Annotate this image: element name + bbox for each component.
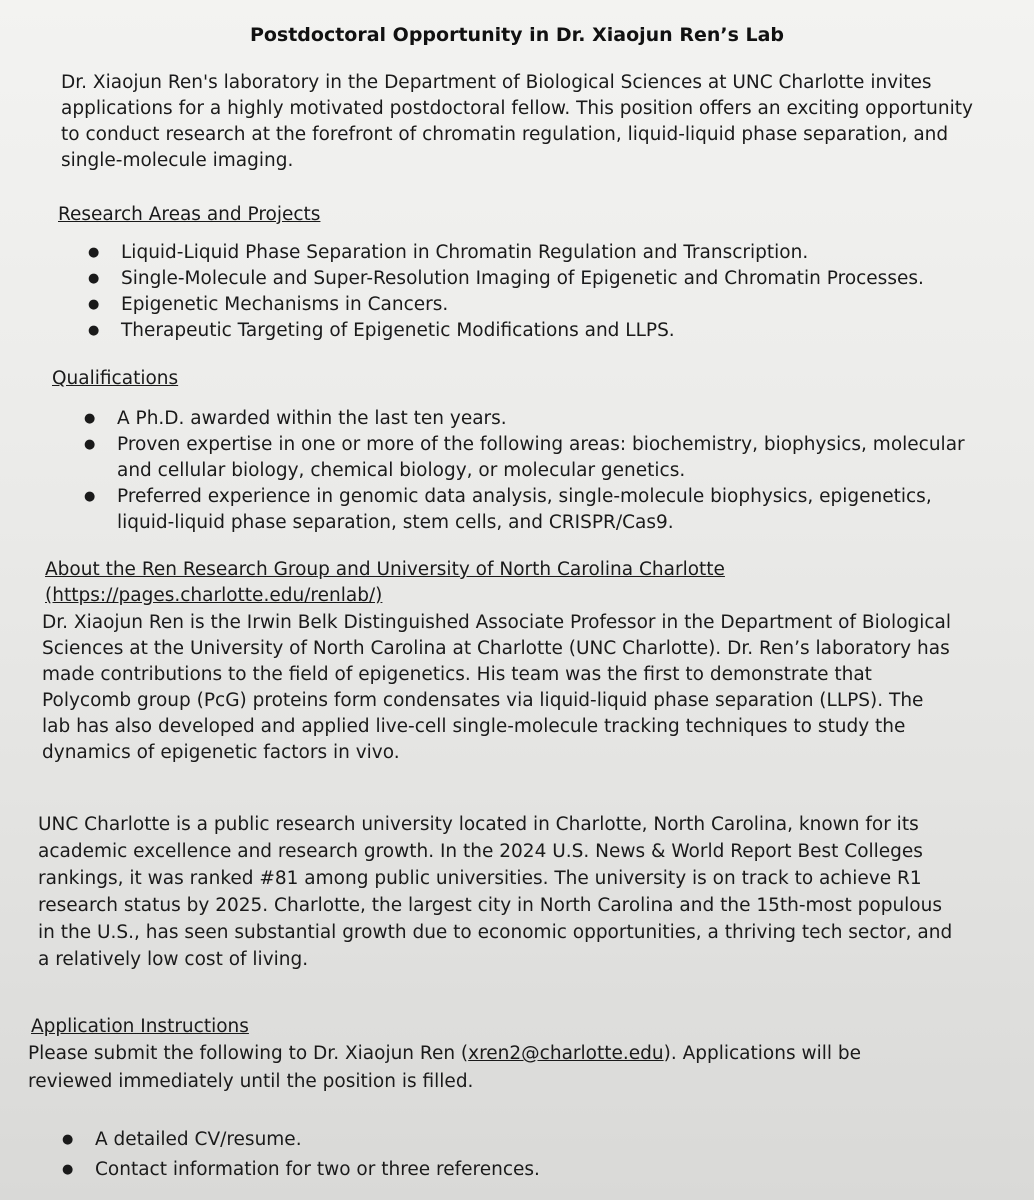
list-item [84, 484, 965, 536]
unc-line: research status by 2025. Charlotte, the largest city in North Carolina and the 15th-most populous [38, 895, 942, 916]
application-paragraph [28, 1040, 861, 1096]
list-item-line: ● Proven expertise in one or more of the following areas: biochemistry, biophysics, molecular [117, 434, 965, 455]
list-item [84, 406, 965, 432]
about-line: lab has also developed and applied live-cell single-molecule tracking techniques to study the [42, 716, 906, 737]
about-paragraph [42, 610, 951, 766]
intro-line: Dr. Xiaojun Ren's laboratory in the Department of Biological Sciences at UNC Charlotte invites [61, 72, 932, 93]
qualifications-heading: Qualifications [52, 368, 179, 389]
application-line [28, 1040, 861, 1068]
about-line: Dr. Xiaojun Ren is the Irwin Belk Distinguished Associate Professor in the Department of Biological [42, 612, 952, 633]
intro-paragraph [61, 70, 973, 174]
list-item [84, 432, 965, 484]
about-line: Sciences at the University of North Carolina at Charlotte (UNC Charlotte). Dr. Ren’s laboratory has [42, 638, 950, 659]
unc-line: academic excellence and research growth. In the 2024 U.S. News & World Report Best Colleges [38, 841, 923, 862]
list-item-line: liquid-liquid phase separation, stem cells, and CRISPR/Cas9. [117, 512, 674, 533]
list-item: ● Liquid-Liquid Phase Separation in Chromatin Regulation and Transcription. [88, 240, 924, 266]
unc-paragraph [38, 811, 952, 973]
lab-website-link[interactable]: (https://pages.charlotte.edu/renlab/) [45, 585, 383, 606]
about-line: dynamics of epigenetic factors in vivo. [42, 742, 400, 763]
application-line: reviewed immediately until the position is filled. [28, 1071, 474, 1092]
unc-line: rankings, it was ranked #81 among public universities. The university is on track to achieve R1 [38, 868, 922, 889]
about-line: made contributions to the field of epigenetics. His team was the first to demonstrate that [42, 664, 872, 685]
list-item: ● Contact information for two or three references. [62, 1155, 540, 1185]
email-link[interactable]: xren2@charlotte.edu [468, 1043, 664, 1064]
unc-line: a relatively low cost of living. [38, 949, 309, 970]
about-line: Polycomb group (PcG) proteins form condensates via liquid-liquid phase separation (LLPS). The [42, 690, 924, 711]
qualifications-list [84, 406, 965, 536]
list-item: ● Therapeutic Targeting of Epigenetic Modifications and LLPS. [88, 318, 924, 344]
application-text: Please submit the following to Dr. Xiaojun Ren ( [28, 1043, 469, 1064]
page-title: Postdoctoral Opportunity in Dr. Xiaojun Ren’s Lab [249, 24, 785, 46]
application-text: ). Applications will be [663, 1043, 862, 1064]
intro-line: applications for a highly motivated postdoctoral fellow. This position offers an exciting opportunity [61, 98, 973, 119]
list-item: ● Epigenetic Mechanisms in Cancers. [88, 292, 924, 318]
application-heading: Application Instructions [31, 1016, 249, 1037]
intro-line: single-molecule imaging. [61, 150, 294, 171]
research-list [88, 240, 924, 344]
list-item: ● Single-Molecule and Super-Resolution Imaging of Epigenetic and Chromatin Processes. [88, 266, 924, 292]
list-item: ● A detailed CV/resume. [62, 1125, 540, 1155]
unc-line: in the U.S., has seen substantial growth due to economic opportunities, a thriving tech sector, and [38, 922, 953, 943]
research-heading: Research Areas and Projects [58, 204, 321, 225]
unc-line: UNC Charlotte is a public research university located in Charlotte, North Carolina, known for its [38, 814, 919, 835]
intro-line: to conduct research at the forefront of chromatin regulation, liquid-liquid phase separation, and [61, 124, 949, 145]
about-heading [45, 557, 725, 609]
application-list [62, 1125, 540, 1185]
about-heading-line: About the Ren Research Group and University of North Carolina Charlotte [45, 559, 725, 580]
list-item-line: ● Preferred experience in genomic data analysis, single-molecule biophysics, epigenetics, [117, 486, 932, 507]
list-item-line: ● A Ph.D. awarded within the last ten years. [117, 408, 507, 429]
list-item-line: and cellular biology, chemical biology, or molecular genetics. [117, 460, 686, 481]
